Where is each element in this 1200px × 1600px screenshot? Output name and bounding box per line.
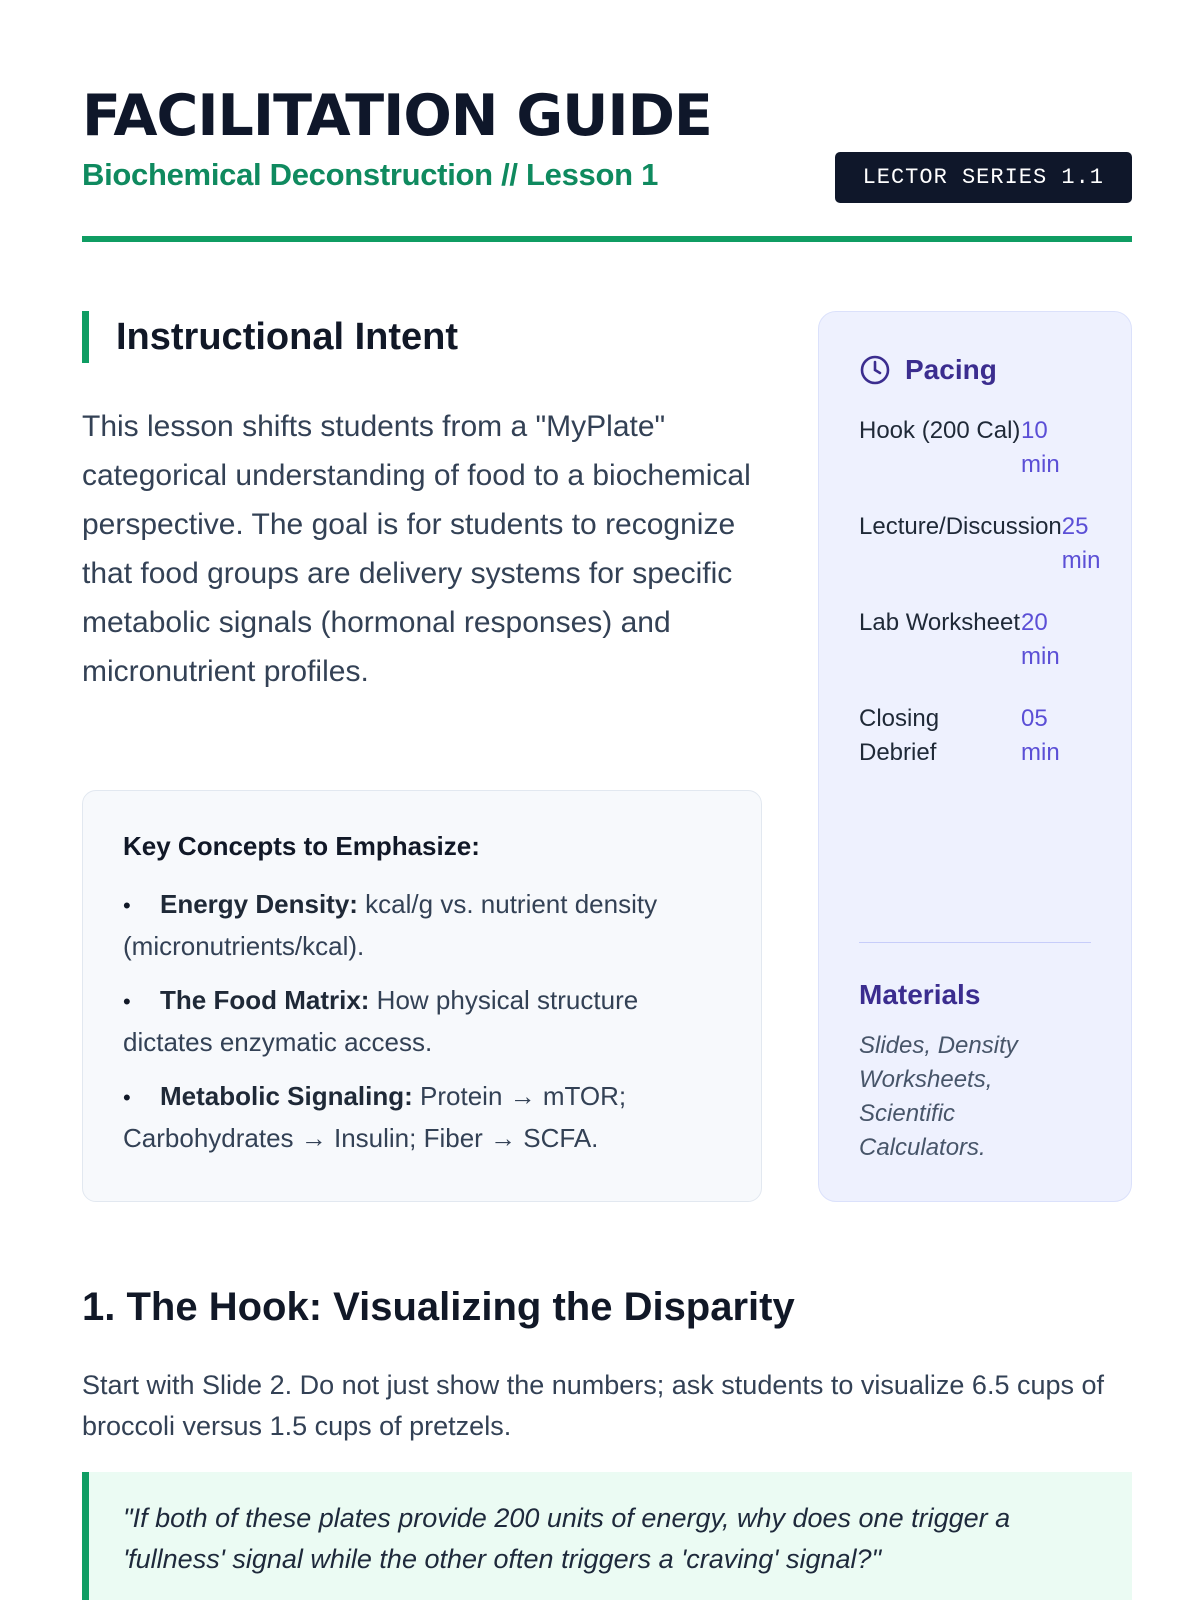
bullet-icon: • (123, 989, 131, 1014)
concept-text: kcal/g vs. nutrient density (micronutrients/kcal). (123, 889, 658, 961)
list-item (123, 1076, 721, 1158)
materials-title: Materials (859, 979, 981, 1010)
pacing-row (859, 702, 1091, 770)
page-title: FACILITATION GUIDE (82, 83, 712, 149)
materials-text: Slides, Density Worksheets, Scientific Calculators. (859, 1032, 1018, 1161)
pacing-value: 20 min (1021, 609, 1060, 670)
hook-quote: "If both of these plates provide 200 units of energy, why does one trigger a 'fullness' signal while the other often triggers a 'craving' signal?" (82, 1472, 1132, 1600)
list-item (123, 884, 721, 966)
pacing-label: Lecture/Discussion (859, 513, 1062, 540)
key-concepts-list (123, 884, 721, 1158)
pacing-label: Hook (200 Cal) (859, 417, 1021, 444)
pacing-value: 25 min (1061, 513, 1101, 574)
concept-text: How physical structure dictates enzymatic access. (123, 985, 639, 1057)
pacing-value: 05 min (1021, 705, 1060, 766)
pacing-value: 10 min (1021, 417, 1060, 478)
clock-icon (859, 354, 891, 386)
pacing-row (859, 606, 1091, 674)
header-divider (82, 236, 1132, 242)
section-heading-hook: 1. The Hook: Visualizing the Disparity (82, 1285, 795, 1329)
pacing-header (859, 354, 1091, 386)
bullet-icon: • (123, 893, 131, 918)
intent-paragraph: This lesson shifts students from a "MyPlate" categorical understanding of food to a biochemical perspective. The goal is for students to recognize that food groups are delivery systems for specific metabolic signals (hormonal responses) and micronutrient profiles. (82, 410, 751, 688)
hook-paragraph: Start with Slide 2. Do not just show the numbers; ask students to visualize 6.5 cups of broccoli versus 1.5 cups of pretzels. (82, 1370, 1105, 1441)
concept-text: Protein → mTOR; Carbohydrates → Insulin; Fiber → SCFA. (123, 1081, 627, 1153)
pacing-row (859, 510, 1101, 578)
concept-term: The Food Matrix: (160, 985, 370, 1015)
key-concepts-title: Key Concepts to Emphasize: (123, 831, 480, 861)
bullet-icon: • (123, 1085, 131, 1110)
list-item (123, 980, 721, 1062)
section-heading-intent: Instructional Intent (82, 311, 458, 363)
concept-term: Metabolic Signaling: (160, 1081, 413, 1111)
pacing-title: Pacing (905, 354, 997, 385)
page-subtitle: Biochemical Deconstruction // Lesson 1 (82, 157, 659, 192)
pacing-label: Closing Debrief (859, 705, 940, 766)
series-badge: LECTOR SERIES 1.1 (835, 152, 1132, 203)
pacing-sidebar (818, 311, 1132, 1202)
sidebar-divider (859, 942, 1091, 943)
document-header (82, 83, 1132, 193)
concept-term: Energy Density: (160, 889, 358, 919)
pacing-row (859, 414, 1091, 482)
pacing-label: Lab Worksheet (859, 609, 1020, 636)
key-concepts-box (82, 790, 762, 1202)
